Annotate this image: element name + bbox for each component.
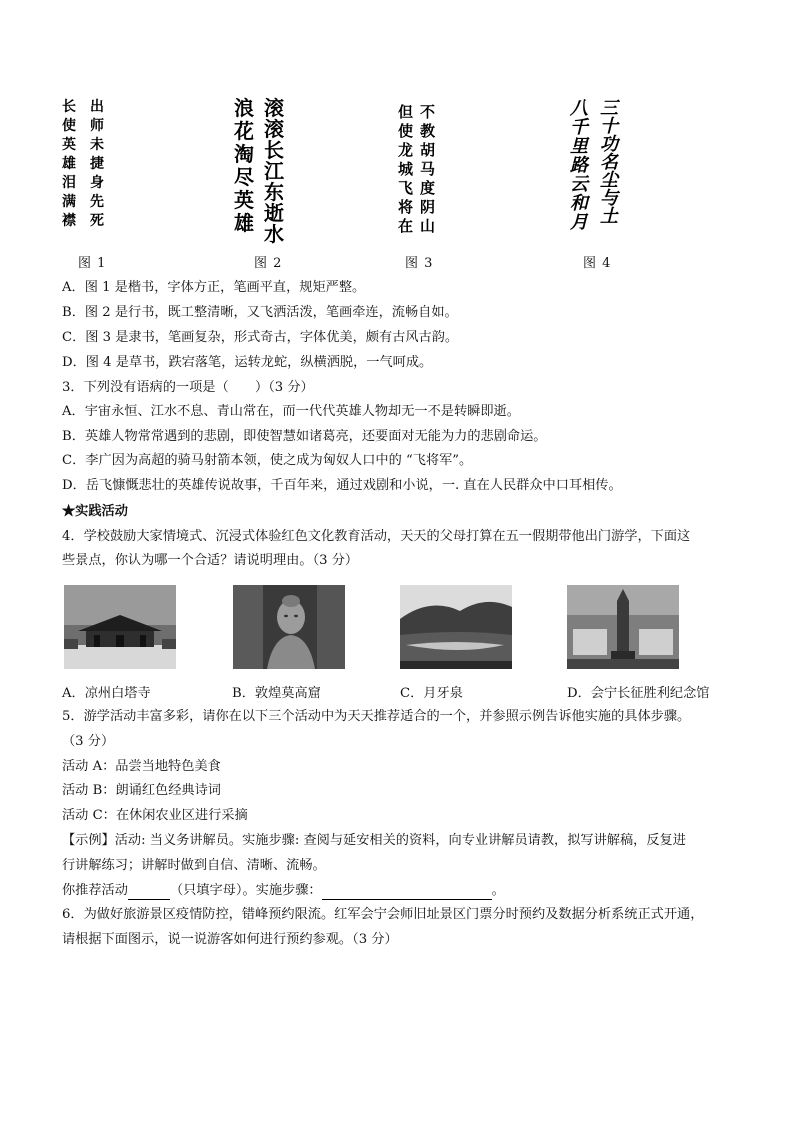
calligraphy-glyph: 东 <box>264 180 284 204</box>
calligraphy-glyph: 龙 <box>398 141 414 159</box>
calligraphy-glyph: 使 <box>62 118 76 134</box>
q5-example-line-2: 行讲解练习；讲解时做到自信、清晰、流畅。 <box>62 858 326 873</box>
q4-option-a: A．凉州白塔寺 <box>62 686 151 701</box>
q5-activity-a: 活动 A：品尝当地特色美食 <box>62 759 221 774</box>
calligraphy-glyph: 使 <box>398 122 414 140</box>
q4-stem-line-1: 4．学校鼓励大家情境式、沉浸式体验红色文化教育活动，天天的父母打算在五一假期带他出门游学，下面这 <box>62 529 691 544</box>
q5-example-line-1: 【示例】活动: 当义务讲解员。实施步骤: 查阅与延安相关的资料，向专业讲解员请教，拟写讲解稿，反复进 <box>62 833 686 848</box>
calligraphy-figure-2 <box>230 98 300 248</box>
q5-stem-line-2: （3 分） <box>62 734 115 749</box>
figure-2-caption: 图 2 <box>254 256 283 271</box>
calligraphy-col-left <box>234 98 254 233</box>
calligraphy-glyph: 淘 <box>234 142 254 166</box>
calligraphy-figure-3 <box>398 105 443 255</box>
huining-memorial-photo <box>567 585 679 669</box>
q4-option-d: D．会宁长征胜利纪念馆 <box>567 686 710 701</box>
q2-option-b: B．图 2 是行书，既工整清晰，又飞洒活泼，笔画牵连，流畅自如。 <box>62 305 458 320</box>
calligraphy-glyph: 英 <box>234 188 254 212</box>
calligraphy-glyph: 三 <box>600 98 618 119</box>
figure-1-caption: 图 1 <box>78 256 107 271</box>
calligraphy-glyph: 捷 <box>90 156 104 172</box>
q5-answer-prefix: 你推荐活动 <box>62 883 128 898</box>
calligraphy-col-left <box>62 100 76 228</box>
calligraphy-glyph: 尽 <box>234 165 254 189</box>
q3-option-a: A．宇宙永恒、江水不息、青山常在，而一代代英雄人物却无一不是转瞬即逝。 <box>62 404 520 419</box>
calligraphy-col-right <box>420 105 435 234</box>
calligraphy-glyph: 八 <box>570 98 588 119</box>
calligraphy-glyph: 月 <box>570 212 588 233</box>
calligraphy-glyph: 将 <box>398 198 414 216</box>
q2-option-a: A．图 1 是楷书，字体方正，笔画平直，规矩严整。 <box>62 280 366 295</box>
calligraphy-glyph: 城 <box>398 160 414 178</box>
q5-steps-blank[interactable] <box>322 885 492 900</box>
calligraphy-glyph: 滚 <box>264 117 284 141</box>
baita-temple-photo <box>64 585 176 669</box>
mogao-grottoes-photo <box>233 585 345 669</box>
calligraphy-col-right <box>90 100 104 228</box>
calligraphy-glyph: 马 <box>420 160 436 178</box>
calligraphy-glyph: 路 <box>570 155 588 176</box>
calligraphy-col-left <box>398 105 413 234</box>
q4-stem-line-2: 些景点，你认为哪一个合适？请说明理由。（3 分） <box>62 553 359 568</box>
calligraphy-glyph: 未 <box>90 137 104 153</box>
figure-4-caption: 图 4 <box>583 256 612 271</box>
calligraphy-glyph: 逝 <box>264 201 284 225</box>
q3-option-b: B．英雄人物常常遇到的悲剧，即使智慧如诸葛亮，还要面对无能为力的悲剧命运。 <box>62 429 547 444</box>
calligraphy-glyph: 十 <box>600 116 618 137</box>
q5-activity-b: 活动 B：朗诵红色经典诗词 <box>62 783 221 798</box>
q5-activity-c: 活动 C：在休闲农业区进行采摘 <box>62 808 248 823</box>
calligraphy-glyph: 襟 <box>62 213 76 229</box>
calligraphy-glyph: 江 <box>264 159 284 183</box>
calligraphy-glyph: 和 <box>570 193 588 214</box>
calligraphy-glyph: 英 <box>62 137 76 153</box>
calligraphy-glyph: 名 <box>600 152 618 173</box>
calligraphy-glyph: 里 <box>570 136 588 157</box>
q5-stem-line-1: 5．游学活动丰富多彩，请你在以下三个活动中为天天推荐适合的一个，并参照示例告诉他实施的具体步骤。 <box>62 709 691 724</box>
q3-option-c: C．李广因为高超的骑马射箭本领，使之成为匈奴人口中的 “飞将军”。 <box>62 453 473 468</box>
q6-stem-line-1: 6．为做好旅游景区疫情防控，错峰预约限流。红军会宁会师旧址景区门票分时预约及数据分析系统正式开通， <box>62 907 704 922</box>
section-title: ★实践活动 <box>62 504 128 519</box>
calligraphy-glyph: 与 <box>600 188 618 209</box>
q3-option-d: D．岳飞慷慨悲壮的英雄传说故事，千百年来，通过戏剧和小说，一. 直在人民群众中口耳相传。 <box>62 478 622 493</box>
q5-answer-line <box>62 882 505 900</box>
calligraphy-glyph: 教 <box>420 122 436 140</box>
q5-answer-middle: （只填字母）。实施步骤： <box>169 883 322 898</box>
calligraphy-glyph: 在 <box>398 217 414 235</box>
calligraphy-glyph: 度 <box>420 179 436 197</box>
calligraphy-col-right <box>264 98 284 244</box>
figure-3-caption: 图 3 <box>405 256 434 271</box>
crescent-lake-photo <box>400 585 512 669</box>
calligraphy-glyph: 浪 <box>234 96 254 120</box>
q5-answer-end: 。 <box>491 883 505 898</box>
q2-option-c: C．图 3 是隶书，笔画复杂，形式奇古，字体优美，颇有古风古韵。 <box>62 330 459 345</box>
q3-stem: 3．下列没有语病的一项是（ ）（3 分） <box>62 380 314 395</box>
calligraphy-glyph: 但 <box>398 103 414 121</box>
calligraphy-glyph: 师 <box>90 118 104 134</box>
calligraphy-glyph: 不 <box>420 103 436 121</box>
calligraphy-figure-4 <box>570 100 630 250</box>
calligraphy-glyph: 尘 <box>600 170 618 191</box>
calligraphy-col-left <box>570 100 588 232</box>
calligraphy-glyph: 功 <box>600 134 618 155</box>
q2-option-d: D．图 4 是草书，跌宕落笔，运转龙蛇，纵横洒脱，一气呵成。 <box>62 355 433 370</box>
q4-option-c: C．月牙泉 <box>400 686 463 701</box>
calligraphy-glyph: 土 <box>600 206 618 227</box>
calligraphy-glyph: 满 <box>62 194 76 210</box>
calligraphy-glyph: 山 <box>420 217 436 235</box>
calligraphy-glyph: 花 <box>234 119 254 143</box>
calligraphy-glyph: 云 <box>570 174 588 195</box>
calligraphy-glyph: 身 <box>90 175 104 191</box>
q6-stem-line-2: 请根据下面图示，说一说游客如何进行预约参观。（3 分） <box>62 932 398 947</box>
calligraphy-glyph: 长 <box>264 138 284 162</box>
calligraphy-glyph: 胡 <box>420 141 436 159</box>
calligraphy-glyph: 滚 <box>264 96 284 120</box>
calligraphy-glyph: 长 <box>62 99 76 115</box>
calligraphy-glyph: 死 <box>90 213 104 229</box>
calligraphy-figure-1 <box>62 100 122 250</box>
calligraphy-glyph: 水 <box>264 222 284 246</box>
calligraphy-col-right <box>600 100 618 226</box>
calligraphy-glyph: 阴 <box>420 198 436 216</box>
calligraphy-glyph: 飞 <box>398 179 414 197</box>
calligraphy-glyph: 雄 <box>234 211 254 235</box>
q5-activity-letter-blank[interactable] <box>128 885 170 900</box>
calligraphy-glyph: 千 <box>570 117 588 138</box>
calligraphy-glyph: 雄 <box>62 156 76 172</box>
calligraphy-glyph: 泪 <box>62 175 76 191</box>
calligraphy-glyph: 先 <box>90 194 104 210</box>
calligraphy-glyph: 出 <box>90 99 104 115</box>
q4-option-b: B．敦煌莫高窟 <box>232 686 321 701</box>
